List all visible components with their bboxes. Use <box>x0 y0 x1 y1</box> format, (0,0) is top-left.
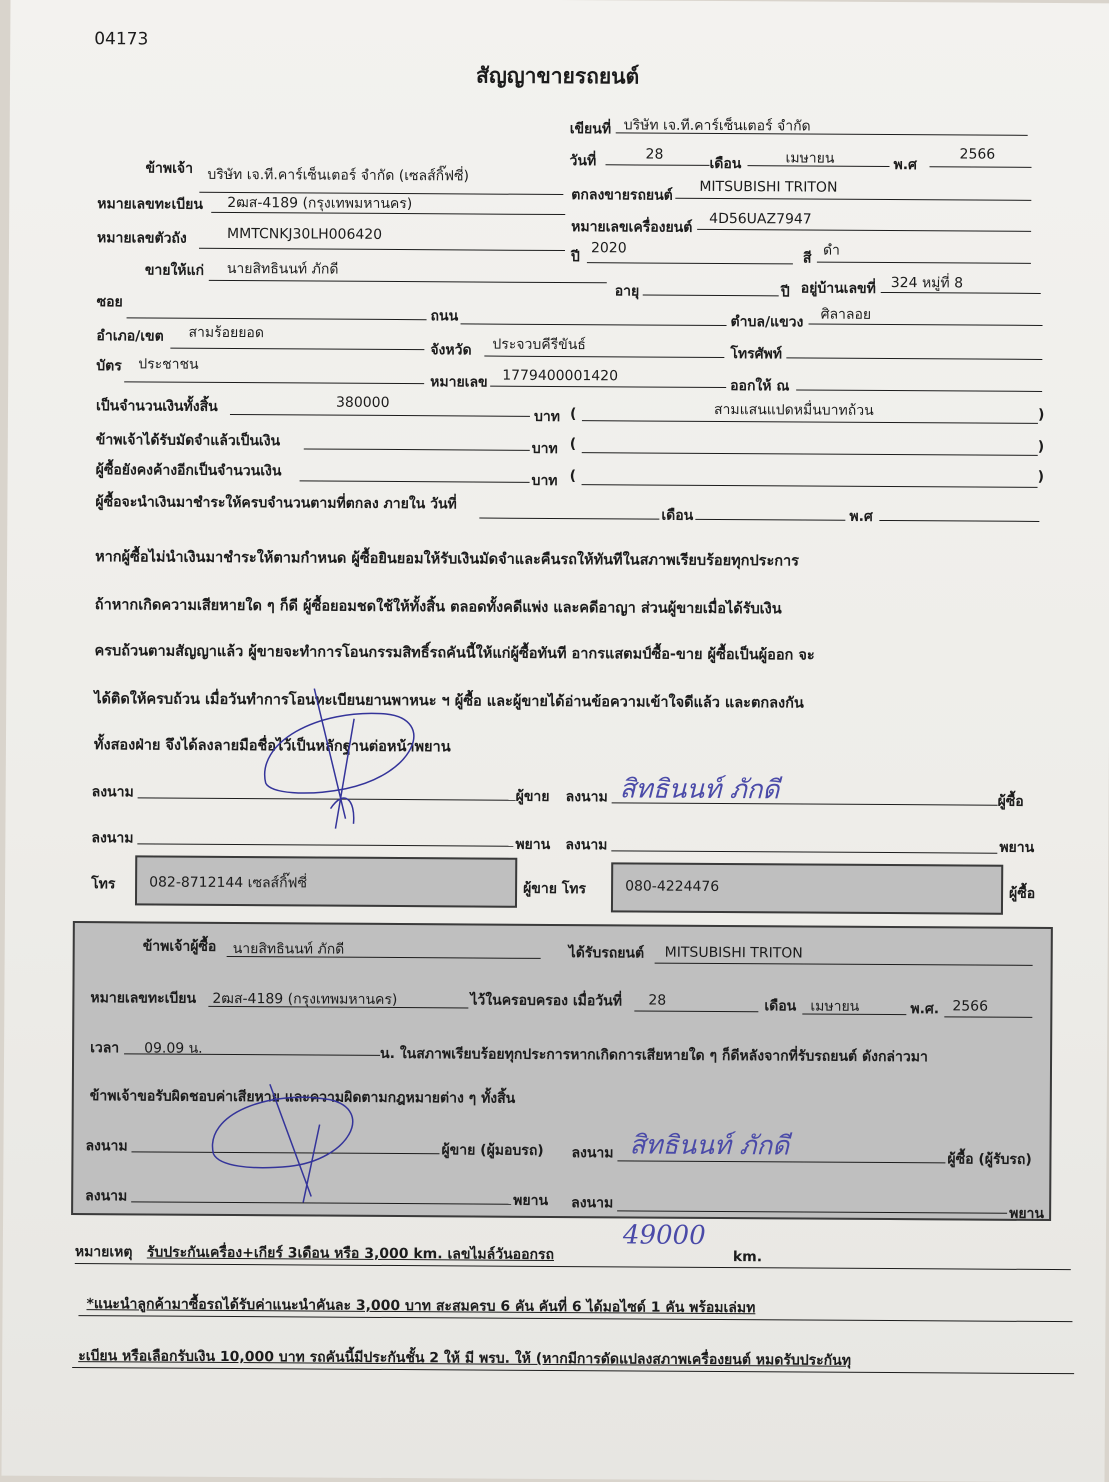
terms-line-4: ได้ติดให้ครบถ้วน เมื่อวันทำการโอนทะเบียนยานพาหนะ ฯ ผู้ซื้อ และผู้ขายได้อ่านข้อความเข้าใจดีแล้ว และตกลงกัน <box>94 691 804 712</box>
issued-label: ออกให้ ณ <box>730 378 790 395</box>
possession-year-line <box>944 1016 1032 1018</box>
sold-to-label: ขายให้แก่ <box>144 262 205 279</box>
referral-line-1: *แนะนำลูกค้ามาซื้อรถได้รับค่าแนะนำคันละ 3,000 บาท สะสมครบ 6 คัน คันที่ 6 ได้มอไซด์ 1 คัน พร้อมเล่มท <box>86 1296 756 1317</box>
possession-day-line <box>634 1010 758 1012</box>
total-words: สามแสนแปดหมื่นบาทถ้วน <box>713 401 874 419</box>
due-month-label: เดือน <box>661 507 694 524</box>
due-label: ผู้ซื้อจะนำเงินมาชำระให้ครบจำนวนตามที่ตกลง ภายใน วันที่ <box>95 494 457 513</box>
total-value: 380000 <box>336 394 390 411</box>
vehicle-year-label: ปี <box>570 249 580 266</box>
receipt-seller-signature <box>199 1084 380 1205</box>
terms-line-1: หากผู้ซื้อไม่นำเงินมาชำระให้ตามกำหนด ผู้ซื้อยินยอมให้รับเงินมัดจำและคืนรถให้ทันทีในสภาพเรียบร้อยทุกประการ <box>95 549 800 570</box>
phone-label: โทรศัพท์ <box>730 346 783 363</box>
owed-words-line <box>582 484 1038 488</box>
color-label: สี <box>802 250 812 267</box>
possession-day: 28 <box>648 992 667 1009</box>
buyer-phone-role: ผู้ซื้อ <box>1009 885 1036 902</box>
owed-baht: บาท <box>531 472 558 489</box>
receipt-clause-2: ข้าพเจ้าขอรับผิดชอบค่าเสียหาย และความผิดตามกฎหมายต่าง ๆ ทั้งสิ้น <box>89 1088 516 1107</box>
receipt-witness-1-role: พยาน <box>513 1192 549 1209</box>
card-label: บัตร <box>96 358 122 375</box>
deposit-baht: บาท <box>531 440 558 457</box>
receipt-witness-2-line <box>617 1210 1007 1213</box>
car-line <box>675 198 1031 201</box>
deposit-paren-open: ( <box>569 436 577 453</box>
chassis-line <box>199 248 565 251</box>
district-value: สามร้อยยอด <box>188 324 264 342</box>
receipt-buyer: นายสิทธินนท์ ภักดี <box>232 941 345 958</box>
receipt-sign-label-buyer: ลงนาม <box>571 1145 614 1162</box>
receipt-sign-label-seller: ลงนาม <box>85 1138 128 1155</box>
contract-paper <box>1 0 1109 1482</box>
km-unit: km. <box>732 1249 763 1266</box>
witness-2-line <box>611 850 997 853</box>
issued-line <box>796 389 1042 392</box>
day-line <box>606 164 710 166</box>
receipt-buyer-signature: สิทธินนท์ ภักดี <box>629 1130 790 1162</box>
house-label: อยู่บ้านเลขที่ <box>800 280 876 297</box>
age-line <box>643 295 779 297</box>
seller-phone-label: ผู้ขาย โทร <box>523 880 587 898</box>
remark-line <box>75 1263 1071 1270</box>
card-no-line <box>490 386 726 388</box>
phone-line <box>786 357 1042 360</box>
deposit-words-line <box>582 452 1038 456</box>
mileage-value: 49000 <box>622 1220 706 1251</box>
witness-2-role: พยาน <box>999 839 1035 856</box>
total-paren-open: ( <box>569 406 577 423</box>
subdistrict-label: ตำบล/แขวง <box>730 314 804 331</box>
total-line <box>230 414 530 417</box>
road-line <box>461 323 727 326</box>
year-label: พ.ศ <box>893 157 918 174</box>
witness-1-line <box>137 843 513 846</box>
card-value: ประชาชน <box>138 356 199 373</box>
month-value: เมษายน <box>785 150 835 167</box>
received-car: MITSUBISHI TRITON <box>664 944 803 962</box>
date-label: วันที่ <box>569 153 597 170</box>
chassis-value: MMTCNKJ30LH006420 <box>227 225 383 243</box>
terms-line-5: ทั้งสองฝ่าย จึงได้ลงลายมือชื่อไว้เป็นหลักฐานต่อหน้าพยาน <box>93 737 451 756</box>
receipt-buyer-role: ผู้ซื้อ (ผู้รับรถ) <box>947 1151 1032 1168</box>
time-value: 09.09 น. <box>144 1040 203 1057</box>
seller-name: บริษัท เจ.ที.คาร์เซ็นเตอร์ จำกัด (เซลส์กิ๊ฟซี่) <box>207 166 470 185</box>
engine-line <box>697 229 1031 232</box>
possession-month-label: เดือน <box>764 998 797 1015</box>
sign-label-seller: ลงนาม <box>91 784 134 801</box>
owed-paren-close: ) <box>1037 468 1045 485</box>
received-label: ได้รับรถยนต์ <box>568 945 645 962</box>
district-label: อำเภอ/เขต <box>96 328 164 345</box>
buyer-name: นายสิทธินนท์ ภักดี <box>226 260 339 278</box>
buyer-phone-box <box>611 862 1003 914</box>
buyer-phone: 080-4224476 <box>625 878 720 895</box>
car-model: MITSUBISHI TRITON <box>699 178 838 196</box>
card-no-label: หมายเลข <box>430 374 488 391</box>
house-value: 324 หมู่ที่ 8 <box>890 275 964 292</box>
deposit-paren-close: ) <box>1037 438 1045 455</box>
document-number: 04173 <box>94 29 149 50</box>
receipt-reg-label: หมายเลขทะเบียน <box>90 990 197 1007</box>
remark-label: หมายเหตุ <box>74 1244 133 1261</box>
color-line <box>817 262 1031 264</box>
receipt-buyer-label: ข้าพเจ้าผู้ซื้อ <box>142 938 217 955</box>
phone-box-label: โทร <box>91 876 116 893</box>
reg-label: หมายเลขทะเบียน <box>97 196 203 213</box>
road-label: ถนน <box>430 308 459 325</box>
sign-label-buyer: ลงนาม <box>565 789 608 806</box>
total-paren-close: ) <box>1037 406 1045 423</box>
vehicle-year-line <box>587 262 793 264</box>
receipt-sign-label-witness-2: ลงนาม <box>571 1195 614 1212</box>
owed-label: ผู้ซื้อยังคงค้างอีกเป็นจำนวนเงิน <box>95 462 282 480</box>
total-baht: บาท <box>533 408 561 426</box>
year-line <box>930 166 1032 168</box>
receipt-clause-1: น. ในสภาพเรียบร้อยทุกประการหากเกิดการเสียหายใด ๆ ก็ดีหลังจากที่รับรถยนต์ ดังกล่าวมา <box>380 1045 928 1066</box>
age-label: อายุ <box>614 283 640 300</box>
receipt-witness-2-role: พยาน <box>1009 1205 1045 1222</box>
sign-label-witness-2: ลงนาม <box>565 837 608 854</box>
buyer-sign-role: ผู้ซื้อ <box>997 793 1024 810</box>
possession-label: ไว้ในครอบครอง เมื่อวันที่ <box>470 992 623 1010</box>
reg-value: 2ฒส-4189 (กรุงเทพมหานคร) <box>227 194 413 213</box>
seller-phone: 082-8712144 เซลส์กิ๊ฟซี่ <box>149 874 308 892</box>
province-label: จังหวัด <box>430 342 472 359</box>
agree-sell-label: ตกลงขายรถยนต์ <box>571 187 673 204</box>
card-line <box>124 381 424 384</box>
vehicle-year-value: 2020 <box>590 240 627 257</box>
seller-label: ข้าพเจ้า <box>145 160 194 177</box>
subdistrict-value: ศิลาลอย <box>820 306 872 323</box>
receipt-sign-label-witness-1: ลงนาม <box>85 1188 128 1205</box>
soi-line <box>127 317 427 320</box>
soi-label: ซอย <box>96 294 123 311</box>
possession-year: 2566 <box>952 998 989 1015</box>
terms-line-3: ครบถ้วนตามสัญญาแล้ว ผู้ขายจะทำการโอนกรรมสิทธิ์รถคันนี้ให้แก่ผู้ซื้อทันที อากรแสตมป์ซื้อ-ขาย ผู้ซื้อเป็นผู้ออก จะ <box>94 643 815 664</box>
color-value: ดำ <box>822 242 840 259</box>
remark-text: รับประกันเครื่อง+เกียร์ 3เดือน หรือ 3,000 km. เลขไมล์วันออกรถ <box>146 1244 555 1263</box>
engine-value: 4D56UAZ7947 <box>709 210 812 228</box>
total-label: เป็นจำนวนเงินทั้งสิ้น <box>95 398 218 415</box>
age-unit: ปี <box>780 284 790 301</box>
engine-label: หมายเลขเครื่องยนต์ <box>571 219 693 236</box>
seller-signature <box>235 688 436 839</box>
written-at-label: เขียนที่ <box>569 121 612 138</box>
time-label: เวลา <box>90 1040 120 1057</box>
buyer-signature: สิทธินนท์ ภักดี <box>619 774 780 806</box>
district-line <box>170 348 424 351</box>
province-line <box>484 356 724 358</box>
owed-paren-open: ( <box>569 468 577 485</box>
possession-month: เมษายน <box>810 998 860 1015</box>
due-month-line <box>695 519 845 521</box>
written-at-value: บริษัท เจ.ที.คาร์เซ็นเตอร์ จำกัด <box>623 117 811 135</box>
province-value: ประจวบคีรีขันธ์ <box>492 336 586 354</box>
chassis-label: หมายเลขตัวถัง <box>97 230 187 247</box>
document-title: สัญญาขายรถยนต์ <box>475 63 640 89</box>
witness-1-role: พยาน <box>515 836 551 853</box>
due-year-line <box>879 520 1039 522</box>
possession-year-label: พ.ศ. <box>910 1001 940 1018</box>
receipt-seller-role: ผู้ขาย (ผู้มอบรถ) <box>441 1142 544 1159</box>
received-car-line <box>655 963 1033 966</box>
seller-sign-role: ผู้ขาย <box>515 788 550 805</box>
day-value: 28 <box>645 146 664 163</box>
year-value: 2566 <box>959 146 996 163</box>
due-year-label: พ.ศ <box>849 508 873 525</box>
receipt-reg: 2ฒส-4189 (กรุงเทพมหานคร) <box>212 990 398 1009</box>
month-label: เดือน <box>709 155 742 173</box>
terms-line-2: ถ้าหากเกิดความเสียหายใด ๆ ก็ดี ผู้ซื้อยอมชดใช้ให้ทั้งสิ้น ตลอดทั้งคดีแพ่ง และคดีอาญา ส่วนผู้ขายเมื่อได้รับเงิน <box>94 597 782 618</box>
due-day-line <box>479 518 659 520</box>
seller-phone-box <box>135 855 517 907</box>
deposit-line <box>304 448 530 450</box>
card-no-value: 1779400001420 <box>502 367 619 385</box>
buyer-name-line <box>209 280 607 283</box>
owed-line <box>300 480 530 482</box>
sign-label-witness-1: ลงนาม <box>91 830 134 847</box>
referral-line-2: ะเบียน หรือเลือกรับเงิน 10,000 บาท รถคันนี้มีประกันชั้น 2 ให้ มี พรบ. ให้ (หากมีการดัดแปลงสภาพเครื่องยนต์ หมดรับประกันทุ <box>78 1348 852 1369</box>
deposit-label: ข้าพเจ้าได้รับมัดจำแล้วเป็นเงิน <box>95 432 281 450</box>
